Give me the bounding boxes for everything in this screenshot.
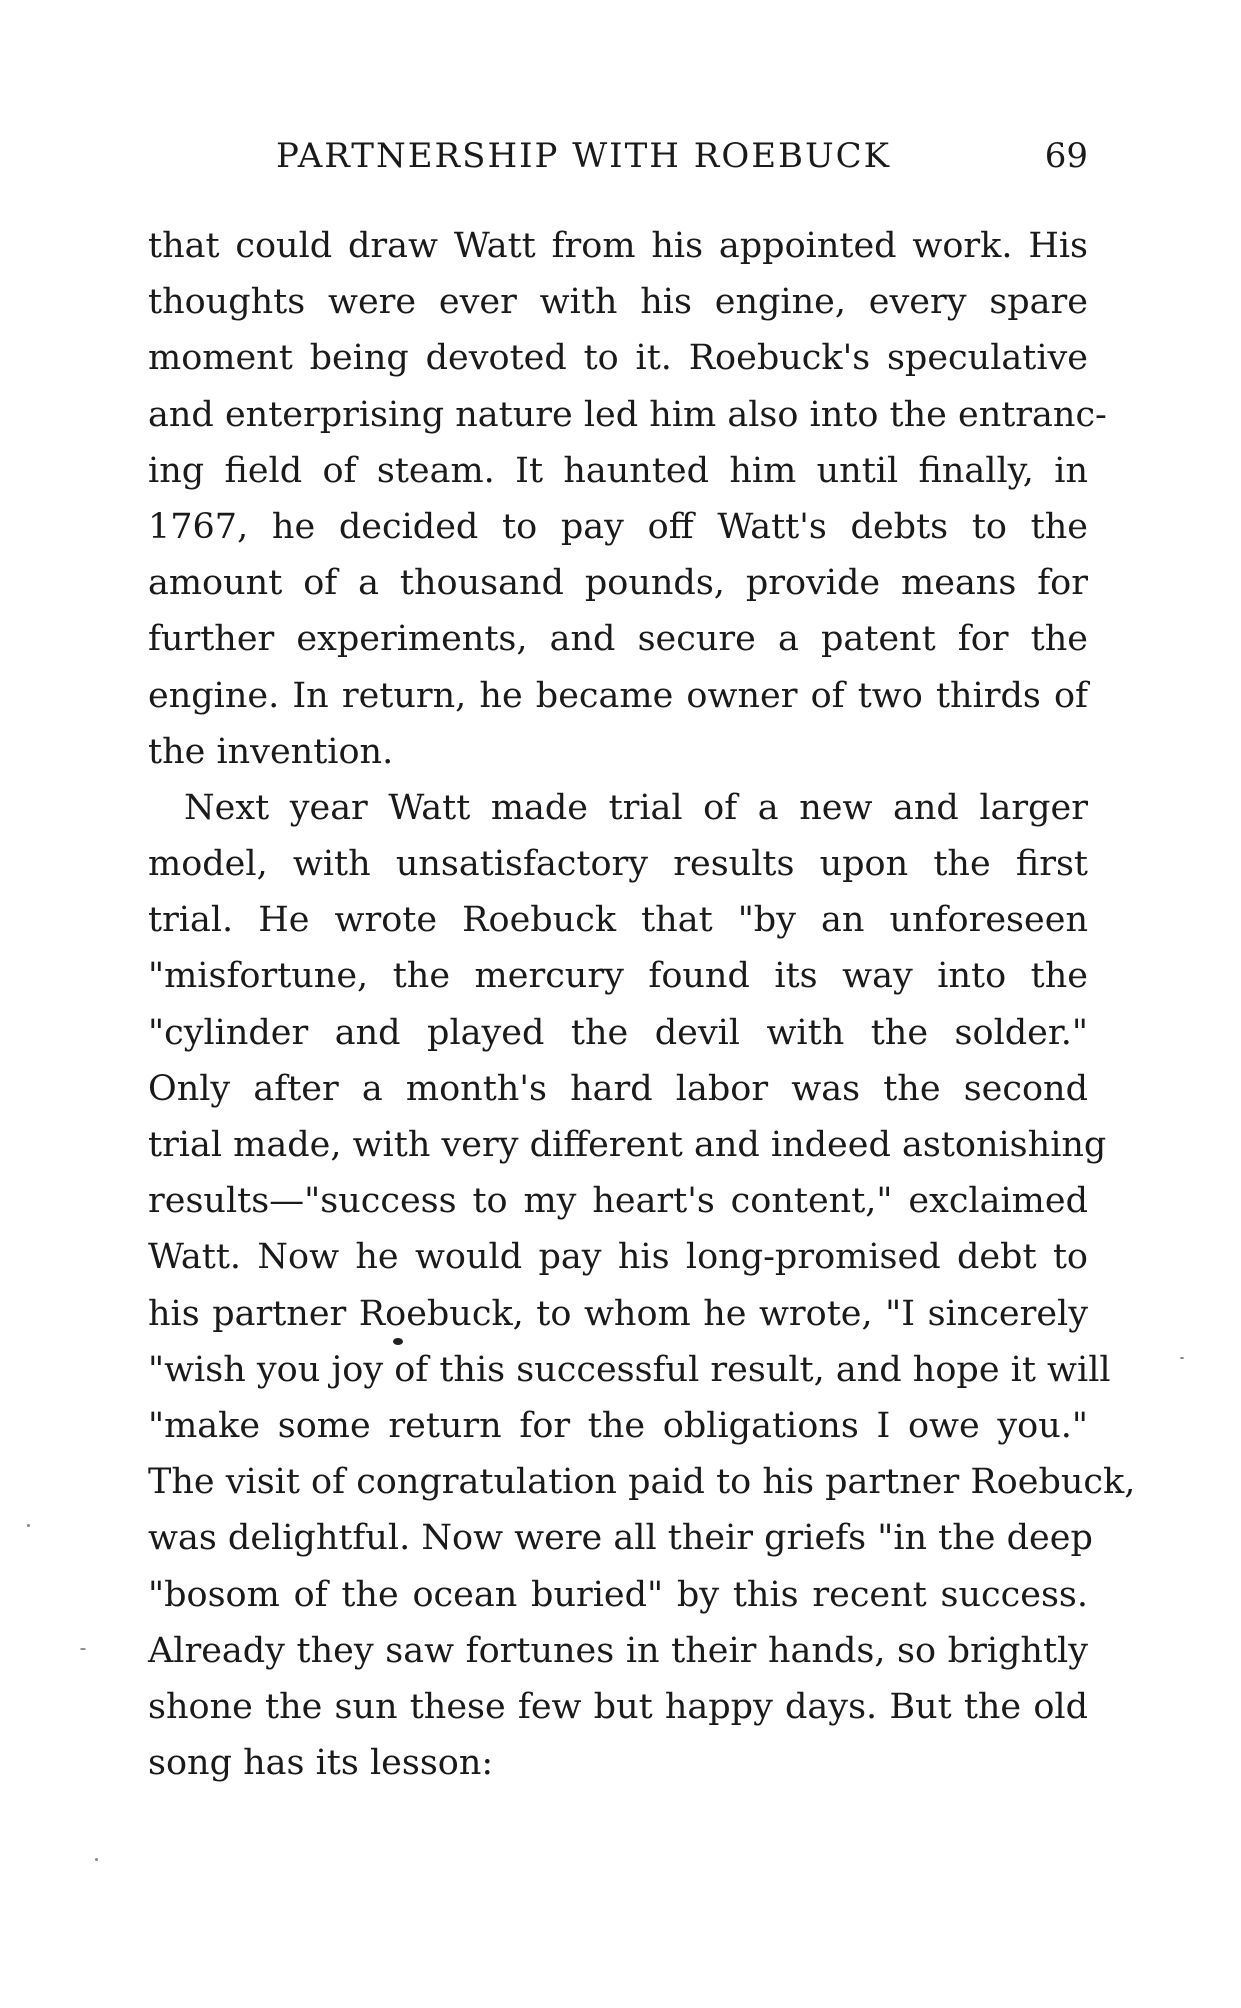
ink-speck: [1180, 1357, 1184, 1359]
ink-speck: [80, 1648, 86, 1650]
ink-speck: [95, 1858, 98, 1861]
text-line: Next year Watt made trial of a new and larger: [184, 787, 1088, 828]
text-line: moment being devoted to it. Roebuck's speculative: [148, 338, 1088, 379]
text-line: song has its lesson:: [148, 1743, 494, 1784]
text-line: "misfortune, the mercury found its way into the: [148, 956, 1088, 997]
text-line: trial. He wrote Roebuck that "by an unforeseen: [148, 900, 1088, 941]
running-head: [148, 136, 1088, 186]
text-line: thoughts were ever with his engine, every spare: [148, 282, 1088, 323]
text-line: amount of a thousand pounds, provide means for: [148, 563, 1088, 604]
text-line: "make some return for the obligations I owe you.": [148, 1405, 1088, 1446]
text-line: was delightful. Now were all their griefs "in the deep: [148, 1518, 1093, 1559]
text-line: further experiments, and secure a patent for the: [148, 619, 1088, 660]
ink-speck: [27, 1524, 30, 1527]
text-line: Already they saw fortunes in their hands, so brightly: [148, 1630, 1088, 1671]
text-line: 1767, he decided to pay off Watt's debts to the: [148, 506, 1088, 547]
text-line: trial made, with very different and indeed astonishing: [148, 1125, 1107, 1165]
text-line: results—"success to my heart's content," exclaimed: [148, 1181, 1088, 1222]
running-title: PARTNERSHIP WITH ROEBUCK: [276, 136, 892, 176]
text-line: model, with unsatisfactory results upon the first: [148, 844, 1088, 885]
text-line: Only after a month's hard labor was the second: [148, 1068, 1088, 1109]
text-line: engine. In return, he became owner of two thirds of: [148, 675, 1088, 716]
text-line: ing field of steam. It haunted him until finally, in: [148, 450, 1088, 491]
text-line: that could draw Watt from his appointed work. His: [148, 226, 1088, 266]
text-line: "bosom of the ocean buried" by this recent success.: [148, 1574, 1088, 1615]
text-line: "wish you joy of this successful result, and hope it will: [148, 1349, 1111, 1390]
page-number: 69: [1044, 136, 1088, 176]
text-line: shone the sun these few but happy days. But the old: [148, 1686, 1088, 1727]
body-text: [148, 218, 1136, 1791]
ink-speck: [393, 1338, 403, 1345]
text-line: his partner Roebuck, to whom he wrote, "I sincerely: [148, 1293, 1088, 1334]
text-line: the invention.: [148, 731, 394, 772]
text-line: and enterprising nature led him also into the entranc-: [148, 394, 1107, 435]
text-line: Watt. Now he would pay his long-promised debt to: [148, 1237, 1088, 1278]
text-line: "cylinder and played the devil with the solder.": [148, 1012, 1088, 1053]
text-line: The visit of congratulation paid to his partner Roebuck,: [148, 1462, 1136, 1503]
